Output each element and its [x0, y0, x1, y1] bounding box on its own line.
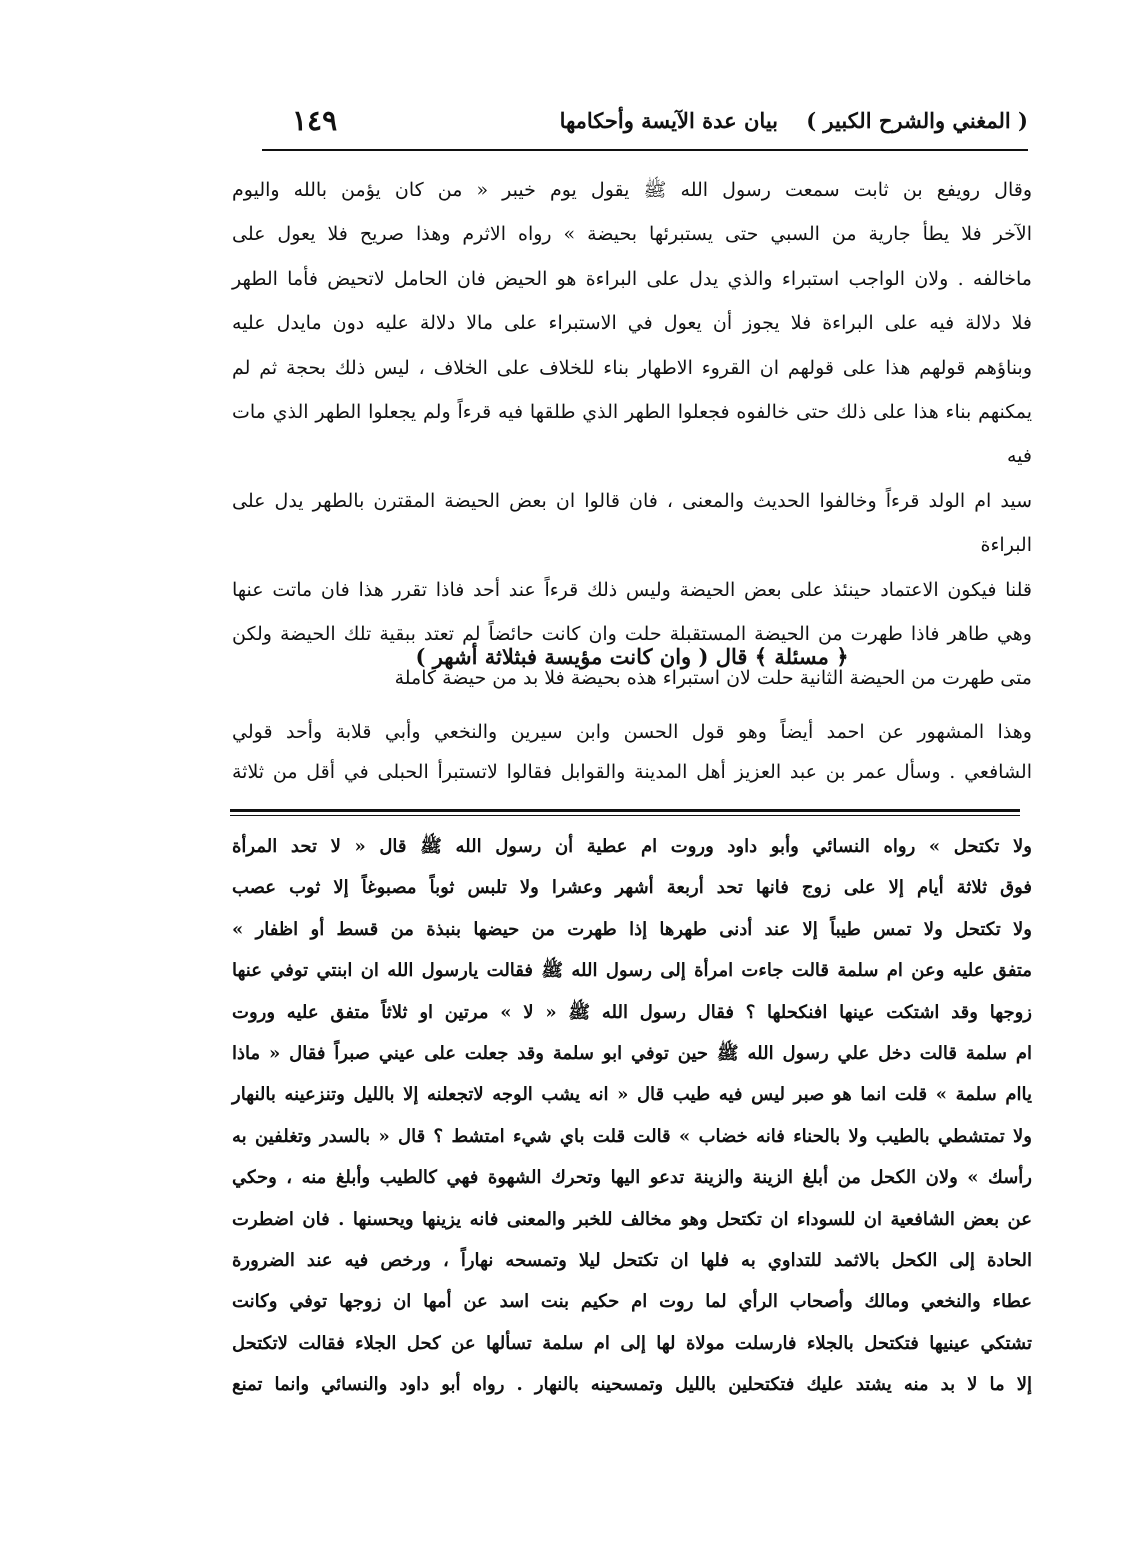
commentary-text: [232, 826, 1032, 1406]
text-line: فوق ثلاثة أيام إلا على زوج فانها تحد أربعة أشهر وعشرا ولا تلبس ثوباً مصبوغاً إلا ثوب عصب: [232, 877, 1032, 899]
text-line: ولا تكتحل ولا تمس طيباً إلا عند أدنى طهرها إذا طهرت من حيضها بنبذة من قسط أو اظفار »: [232, 918, 1032, 940]
text-line: تشتكي عينيها فتكتحل بالجلاء فارسلت مولاة لها إلى ام سلمة تسألها عن كحل الجلاء فقالت لاتكتحل: [232, 1332, 1032, 1354]
text-line: وهذا المشهور عن احمد أيضاً وهو قول الحسن وابن سيرين والنخعي وأبي قلابة وأحد قولي: [232, 721, 1032, 743]
text-line: ولا تمتشطي بالطيب ولا بالحناء فانه خضاب » قالت قلت باي شيء امتشط ؟ قال « بالسدر وتغلفين به: [232, 1125, 1033, 1147]
text-line: عطاء والنخعي ومالك وأصحاب الرأي لما روت ام حكيم بنت اسد عن أمها ان زوجها توفي وكانت: [232, 1291, 1032, 1313]
masala-heading: ﴿ مسئلة ﴾ قال ( وان كانت مؤيسة فبثلاثة أشهر ): [415, 644, 849, 669]
text-line: متى طهرت من الحيضة الثانية حلت لان استبراء هذه بحيضة فلا بد من حيضة كاملة: [394, 667, 1032, 690]
header-rule: [262, 149, 1028, 151]
section-divider-thin: [230, 815, 1020, 816]
text-line: متفق عليه وعن ام سلمة قالت جاءت امرأة إلى رسول الله ﷺ فقالت يارسول الله ان ابنتي توفي عنها: [232, 960, 1032, 982]
text-line: ولا تكتحل » رواه النسائي وأبو داود وروت ام عطية أن رسول الله ﷺ قال « لا تحد المرأة: [232, 836, 1032, 857]
text-line: وهي طاهر فاذا طهرت من الحيضة المستقبلة حلت وان كانت حائضاً لم تعتد ببقية تلك الحيضة ولكن: [232, 623, 1032, 646]
page-header: [262, 104, 1028, 148]
text-line: فلا دلالة فيه على البراءة فلا يجوز أن يعول في الاستبراء على مالا دلالة عليه دون مايدل عليه: [232, 312, 1032, 335]
text-line: رأسك » ولان الكحل من أبلغ الزينة والزينة تدعو اليها وتحرك الشهوة فهي كالطيب وأبلغ منه ، وحكي: [232, 1167, 1032, 1189]
main-text-upper: [232, 168, 1032, 701]
text-line: ماخالفه . ولان الواجب استبراء والذي يدل على البراءة هو الحيض فان الحامل لاتحيض فأما الطهر: [232, 267, 1032, 290]
chapter-title: بيان عدة الآيسة وأحكامها: [559, 108, 778, 133]
text-line: ياام سلمة » قلت انما هو صبر ليس فيه طيب قال « انه يشب الوجه لاتجعلنه إلا بالليل وتنزعينه بالنهار: [232, 1084, 1032, 1106]
text-line: وبناؤهم قولهم هذا على قولهم ان القروء الاطهار بناء للخلاف على الخلاف ، ليس ذلك بحجة ثم لم: [232, 356, 1032, 379]
section-divider: [230, 809, 1020, 812]
text-line: زوجها وقد اشتكت عينها افنكحلها ؟ فقال رسول الله ﷺ « لا » مرتين او ثلاثاً متفق عليه وروت: [232, 1001, 1032, 1023]
text-line: عن بعض الشافعية ان للسوداء ان تكتحل وهو مخالف للخبر والمعنى فانه يزينها ويحسنها . فان اضطرت: [232, 1208, 1032, 1230]
text-line: قلنا فيكون الاعتماد حينئذ على بعض الحيضة وليس ذلك قرءاً عند أحد فاذا تقرر هذا فان ماتت عنها: [232, 578, 1032, 601]
text-line: إلا ما لا بد منه يشتد عليك فتكتحلين بالليل وتمسحينه بالنهار . رواه أبو داود والنسائي وانما تمنع: [232, 1374, 1032, 1396]
running-title: ( المغني والشرح الكبير ): [806, 108, 1028, 133]
text-line: ام سلمة قالت دخل علي رسول الله ﷺ حين توفي ابو سلمة وقد جعلت على عيني صبراً فقال « ماذا: [232, 1043, 1032, 1065]
text-line: الحادة إلى الكحل بالاثمد للتداوي به فلها ان تكتحل ليلا وتمسحه نهاراً ، ورخص فيه عند الضرورة: [232, 1250, 1032, 1272]
text-line: وقال رويفع بن ثابت سمعت رسول الله ﷺ يقول يوم خيبر « من كان يؤمن بالله واليوم: [232, 179, 1032, 201]
page-number: ١٤٩: [292, 104, 338, 137]
text-line: سيد ام الولد قرءاً وخالفوا الحديث والمعنى ، فان قالوا ان بعض الحيضة المقترن بالطهر يدل على البراءة: [232, 489, 1032, 557]
main-text-lower: [232, 712, 1032, 792]
text-line: الشافعي . وسأل عمر بن عبد العزيز أهل المدينة والقوابل فقالوا لاتستبرأ الحبلى في أقل من ثلاثة: [232, 761, 1032, 783]
text-line: يمكنهم بناء هذا على ذلك حتى خالفوه فجعلوا الطهر الذي طلقها فيه قرءاً ولم يجعلوا الطهر الذي مات فيه: [232, 401, 1032, 468]
text-line: الآخر فلا يطأ جارية من السبي حتى يستبرئها بحيضة » رواه الاثرم وهذا صريح فلا يعول على: [232, 223, 1032, 246]
